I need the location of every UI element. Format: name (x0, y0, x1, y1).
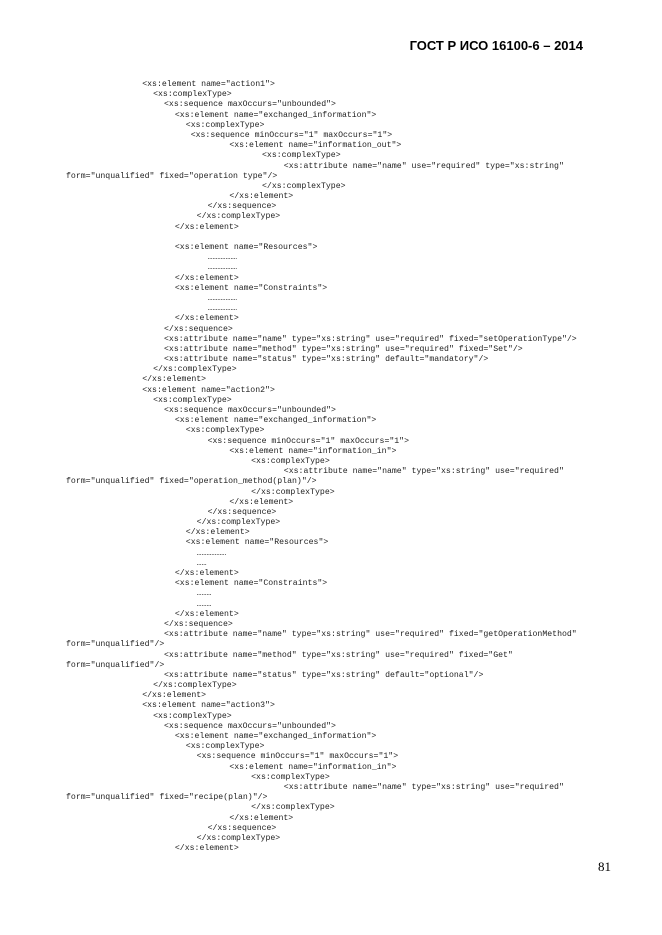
code-line: </xs:sequence> (207, 507, 277, 517)
code-line: <xs:element name="Resources"> (185, 538, 329, 548)
code-line: <xs:sequence minOccurs="1" maxOccurs="1"> (185, 130, 393, 140)
code-line: </xs:element> (174, 273, 239, 283)
code-line: <xs:attribute name="name" type="xs:string" use="required" (283, 782, 564, 792)
code-line: <xs:element name="information_in"> (229, 762, 397, 772)
code-line: </xs:sequence> (164, 324, 233, 334)
code-line: <xs:element name="action1"> (142, 80, 275, 89)
code-line: <xs:complexType> (185, 120, 265, 130)
code-line: ……………… (207, 263, 238, 273)
code-line: <xs:complexType> (185, 426, 265, 436)
code-line: </xs:element> (174, 314, 239, 324)
code-line: <xs:element name="exchanged_information"> (174, 110, 377, 120)
code-line: </xs:complexType> (153, 365, 237, 375)
code-line: <xs:element name="Constraints"> (174, 579, 328, 589)
code-line: <xs:sequence maxOccurs="unbounded"> (164, 406, 336, 415)
code-line: </xs:element> (142, 375, 207, 385)
code-line: form="unqualified" fixed="operation type"/> (66, 171, 278, 181)
code-line: <xs:complexType> (153, 711, 232, 721)
code-line: form="unqualified" fixed="recipe(plan)"/> (66, 793, 268, 803)
code-line: </xs:element> (142, 691, 207, 701)
code-line: <xs:sequence maxOccurs="unbounded"> (164, 721, 336, 731)
code-line: <xs:attribute name="method" type="xs:string" use="required" fixed="Set"/> (164, 344, 523, 354)
xml-code-listing (66, 80, 626, 854)
code-line: ……………… (207, 253, 238, 263)
code-line: form="unqualified" fixed="operation_method(plan)"/> (66, 477, 317, 487)
code-line: <xs:complexType> (185, 742, 265, 752)
code-line: </xs:complexType> (153, 681, 237, 691)
code-line: <xs:sequence minOccurs="1" maxOccurs="1"> (196, 752, 399, 762)
code-line: </xs:element> (229, 813, 294, 823)
code-line: …… (196, 558, 207, 568)
code-line: </xs:element> (174, 569, 239, 578)
code-line: <xs:element name="action3"> (142, 701, 275, 711)
code-line: ……………… (207, 293, 238, 303)
code-line: <xs:complexType> (153, 90, 232, 100)
code-line: <xs:complexType> (251, 772, 330, 782)
code-line: <xs:complexType> (153, 395, 232, 405)
code-line: <xs:element name="Constraints"> (174, 283, 328, 293)
code-line: </xs:complexType> (196, 212, 281, 222)
code-line: <xs:attribute name="name" type="xs:string" use="required" fixed="setOperationType"/> (164, 334, 577, 344)
code-line: <xs:attribute name="name" type="xs:string" use="required" fixed="getOperationMethod" (164, 630, 577, 640)
code-line: ……………… (207, 304, 238, 314)
code-line: <xs:element name="information_out"> (229, 141, 402, 151)
code-line: <xs:element name="Resources"> (174, 243, 318, 252)
code-line: </xs:complexType> (251, 803, 335, 813)
code-line: ……… (196, 599, 212, 609)
code-line: </xs:element> (174, 609, 239, 619)
code-line: </xs:complexType> (251, 487, 335, 497)
code-line: form="unqualified"/> (66, 660, 165, 670)
code-line: <xs:attribute name="name" use="required" type="xs:string" (283, 161, 564, 171)
code-line: <xs:attribute name="status" type="xs:string" default="optional"/> (164, 670, 484, 680)
code-line: <xs:complexType> (262, 151, 341, 161)
code-line: form="unqualified"/> (66, 640, 165, 650)
code-line: ……… (196, 589, 212, 599)
page-number: 81 (598, 859, 611, 874)
code-line: <xs:element name="action2"> (142, 385, 275, 395)
code-line: </xs:sequence> (207, 202, 277, 212)
document-header: ГОСТ Р ИСО 16100-6 – 2014 (409, 38, 583, 53)
code-line: <xs:complexType> (251, 456, 330, 466)
code-line: </xs:element> (229, 497, 294, 507)
code-line: </xs:element> (174, 844, 239, 854)
code-line: </xs:sequence> (207, 823, 277, 833)
code-line: ……………… (196, 548, 227, 558)
code-line: </xs:complexType> (262, 181, 346, 191)
code-line: <xs:element name="information_in"> (229, 446, 397, 456)
code-line: </xs:complexType> (196, 518, 281, 528)
code-line: <xs:sequence minOccurs="1" maxOccurs="1"> (207, 436, 410, 446)
code-line: <xs:attribute name="status" type="xs:string" default="mandatory"/> (164, 355, 489, 365)
code-line: </xs:element> (229, 192, 294, 202)
code-line: <xs:element name="exchanged_information"> (174, 732, 377, 741)
code-line: <xs:element name="exchanged_information"> (174, 416, 377, 426)
code-line: </xs:complexType> (196, 833, 281, 843)
code-line: </xs:sequence> (164, 619, 233, 629)
code-line: </xs:element> (185, 528, 250, 538)
code-line: <xs:attribute name="method" type="xs:string" use="required" fixed="Get" (164, 650, 513, 660)
code-line (66, 233, 626, 243)
code-line: <xs:sequence maxOccurs="unbounded"> (164, 100, 336, 110)
code-line: <xs:attribute name="name" type="xs:string" use="required" (283, 467, 564, 477)
code-line: </xs:element> (174, 222, 239, 232)
